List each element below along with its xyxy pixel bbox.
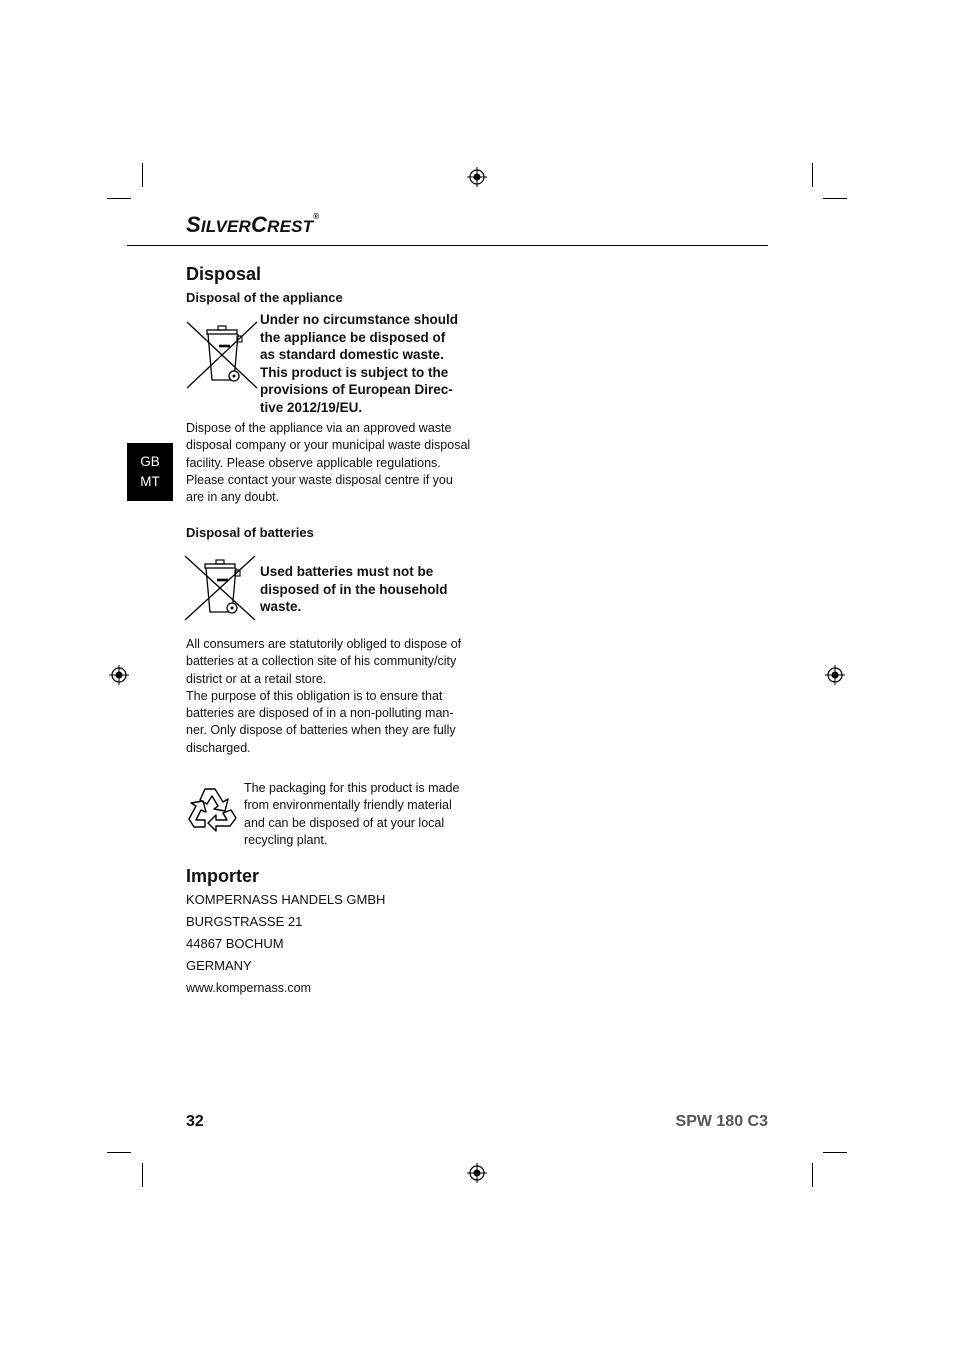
text-line: Used batteries must not be	[260, 564, 434, 579]
crop-mark	[107, 1152, 131, 1153]
language-tab	[127, 443, 173, 501]
crop-mark	[823, 198, 847, 199]
address-line: KOMPERNASS HANDELS GMBH	[186, 892, 386, 907]
crop-mark	[142, 163, 143, 187]
model-number: SPW 180 C3	[675, 1113, 768, 1130]
text-line: as standard domestic waste.	[260, 347, 444, 362]
brand-logo: SILVERCREST®	[186, 212, 320, 237]
text-line: are in any doubt.	[186, 490, 280, 505]
crop-mark	[823, 1152, 847, 1153]
address-line: BURGSTRASSE 21	[186, 914, 303, 929]
text-line: recycling plant.	[244, 832, 328, 847]
text-line: batteries are disposed of in a non-polluting man-	[186, 706, 454, 721]
importer-heading: Importer	[186, 866, 260, 886]
packaging-text	[244, 780, 459, 849]
text-line: The purpose of this obligation is to ensure that	[186, 688, 443, 703]
registration-mark-icon	[825, 665, 845, 685]
text-line: batteries at a collection site of his community/city	[186, 654, 457, 669]
address-line: GERMANY	[186, 958, 252, 973]
language-code: MT	[140, 474, 160, 489]
crop-mark	[812, 1163, 813, 1187]
header-rule	[127, 245, 768, 246]
crop-mark	[107, 198, 131, 199]
text-line: All consumers are statutorily obliged to dispose of	[186, 637, 462, 651]
batteries-body	[186, 636, 461, 757]
appliance-body	[186, 420, 470, 506]
text-line: Dispose of the appliance via an approved waste	[186, 421, 452, 435]
crossed-out-wheelie-bin-icon	[184, 554, 256, 622]
appliance-warning	[260, 311, 458, 416]
registration-mark-icon	[467, 1163, 487, 1183]
importer-address	[186, 889, 385, 999]
text-line: Please contact your waste disposal centre if you	[186, 472, 453, 487]
text-line: disposed of in the household	[260, 581, 448, 597]
page-number: 32	[186, 1113, 204, 1130]
website-link[interactable]: www.kompernass.com	[186, 981, 312, 995]
text-line: discharged.	[186, 740, 251, 755]
text-line: This product is subject to the	[260, 364, 449, 380]
text-line: and can be disposed of at your local	[244, 815, 445, 830]
text-line: ner. Only dispose of batteries when they are fully	[186, 723, 456, 738]
text-line: waste.	[260, 599, 302, 614]
crossed-out-wheelie-bin-icon	[186, 320, 258, 390]
batteries-subheading: Disposal of batteries	[186, 525, 314, 540]
crop-mark	[812, 163, 813, 187]
disposal-heading: Disposal	[186, 264, 262, 284]
batteries-warning	[260, 563, 448, 616]
text-line: from environmentally friendly material	[244, 798, 452, 813]
appliance-subheading: Disposal of the appliance	[186, 290, 343, 305]
address-line: 44867 BOCHUM	[186, 936, 284, 951]
text-line: tive 2012/19/EU.	[260, 399, 363, 415]
registration-mark-icon	[467, 167, 487, 187]
text-line: Under no circumstance should	[260, 312, 459, 327]
text-line: the appliance be disposed of	[260, 329, 446, 345]
text-line: district or at a retail store.	[186, 671, 327, 686]
crop-mark	[142, 1163, 143, 1187]
text-line: facility. Please observe applicable regulations.	[186, 455, 441, 470]
text-line: The packaging for this product is made	[244, 781, 460, 795]
recycling-icon	[185, 783, 239, 833]
text-line: disposal company or your municipal waste disposal	[186, 438, 471, 453]
language-code: GB	[140, 454, 160, 469]
text-line: provisions of European Direc-	[260, 382, 453, 397]
registration-mark-icon	[109, 665, 129, 685]
